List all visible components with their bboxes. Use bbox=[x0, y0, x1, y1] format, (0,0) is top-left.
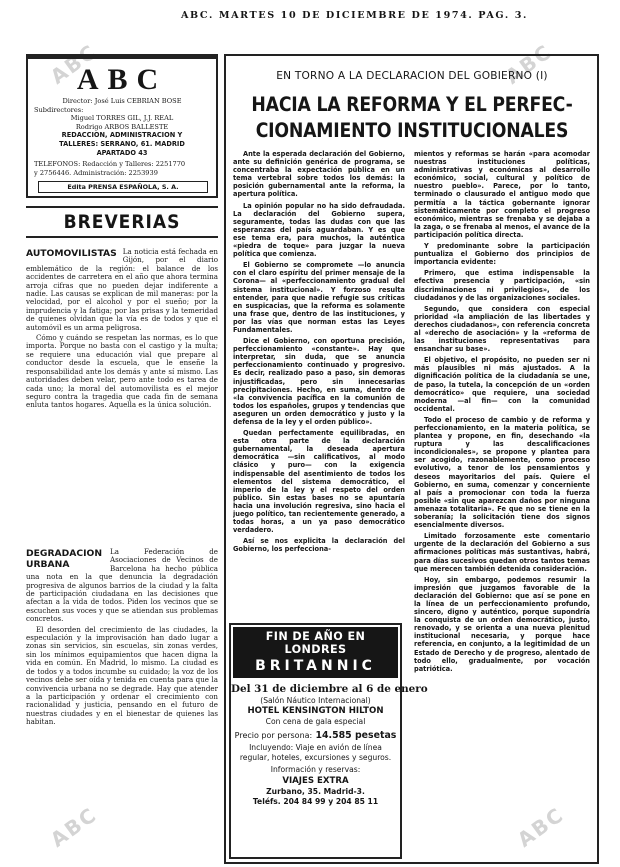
article-column-1 bbox=[233, 150, 405, 612]
article-paragraph: Ante la esperada declaración del Gobierno, ante su definición genérica de programa, se concentraba la expectación pública en un tema vertebral sobre todos los demás: la posición gubernamental ante la reforma, la apertura política. bbox=[233, 150, 405, 199]
ad-price-value: 14.585 pesetas bbox=[315, 729, 397, 741]
page-header: ABC. MARTES 10 DE DICIEMBRE DE 1974. PAG. 3. bbox=[181, 10, 528, 21]
ad-price bbox=[231, 731, 400, 741]
ad-dates: Del 31 de diciembre al 6 de enero bbox=[231, 683, 428, 695]
masthead-address-1: REDACCION, ADMINISTRACION Y bbox=[61, 131, 183, 140]
article-paragraph: Segundo, que considera con especial prioridad «la ampliación de las libertades y derechos ciudadanos», con referencia concreta al «derecho de asociación» y la «reforma de las instituciones representativas para ensanchar su base». bbox=[414, 304, 590, 354]
brief-paragraph: La noticia está fechada en Gijón, por el diario emblemático de la región: el balance de los accidentes de carretera en el año que ahora termina arroja cifras que no pueden dejar indiferente a nadie. Las causas se explican de mil maneras: por la velocidad, por el alcohol y por el sueño; por la imprudencia y la fatiga; por las prisas y la temeridad de quienes olvidan que la vía es de todos y que el automóvil es un arma peligrosa. bbox=[26, 248, 218, 332]
article-paragraph: El Gobierno se compromete —lo anuncia con el claro espíritu del primer mensaje de la Corona— al «perfeccionamiento gradual del sistema institucional». Y forzoso resulta entender, para que nadie refugie sus críticas en suspicacias, que la reforma es solamente una frase que, dentro de las instituciones, y por las vías que norman estas las Leyes Fundamentales. bbox=[233, 261, 405, 334]
travel-advertisement bbox=[229, 623, 428, 859]
masthead-address-3: APARTADO 43 bbox=[96, 148, 148, 157]
article-paragraph: mientos y reformas se harán «para acomodar nuestras instituciones políticas, administrativas y económicas al desarrollo económico, social, cultural y político de nuestro pueblo». Parece, por lo tanto, terminado o clausurado el antiguo modo que permitía a la táctica gobernante ignorar sistemáticamente por completo el progreso económico, mientras se frenaba y se dejaba a la zaga, o se frenaba al menos, el avance de la participación política directa. bbox=[414, 150, 590, 239]
ad-includes: Incluyendo: Viaje en avión de línea regular, hoteles, excursiones y seguros. bbox=[239, 742, 392, 763]
article-paragraph: Quedan perfectamente equilibradas, en esta otra parte de la declaración gubernamental, la deseada apertura democrática —sin calificativos, al modo clásico y puro— con la exigencia indispensable del asentimiento de todos los elementos del sistema democrático, el imperio de la ley y el respeto del orden público. Sin estas bases no se apuntaría hacia una involución regresiva, sino hacia el juego político, tan recientemente generado, a todas horas, a un ya paso democrático verdadero. bbox=[233, 429, 405, 535]
ad-hotel: HOTEL KENSINGTON HILTON bbox=[247, 706, 384, 717]
ad-info-label: Información y reservas: bbox=[270, 765, 361, 775]
watermark-bottom-right: ABC bbox=[512, 802, 569, 852]
article-paragraph: Así se nos explicita la declaración del Gobierno, los perfecciona- bbox=[233, 537, 405, 554]
ad-banner bbox=[233, 627, 398, 678]
article-paragraph: Primero, que estima indispensable la efectiva presencia y participación, «sin discriminaciones ni privilegios», de los ciudadanos y de las organizaciones sociales. bbox=[414, 269, 590, 302]
watermark-bottom-left: ABC bbox=[45, 802, 102, 852]
watermark-top-left: ABC bbox=[45, 39, 102, 89]
article-title-line-2: CIONAMIENTO INSTITUCIONALES bbox=[255, 119, 569, 142]
article-paragraph: La opinión popular no ha sido defraudada. La declaración del Gobierno supera, seguramente, todas las dudas con que las esperanzas del país aguardaban. Y es que ese tema era, para muchos, la auténtica «piedra de toque» para juzgar la nueva política que comienza. bbox=[233, 201, 405, 259]
watermark-top-right: ABC bbox=[500, 39, 557, 89]
masthead-phones-1: TELEFONOS: Redacción y Talleres: 2251770 bbox=[34, 160, 186, 169]
masthead-director: Director: José Luis CEBRIAN BOSE bbox=[62, 97, 182, 105]
article-paragraph: Hoy, sin embargo, podemos resumir la impresión que juzgamos favorable de la declaración del Gobierno: que así se pone en la línea de un perfeccionamiento profundo, sincero, digno y auténtico, porque supondría la conquista de un orden democrático, justo, renovado, y se orienta a una nueva plenitud institucional necesaria, y porque hace referencia, en conjunto, a la legitimidad de un Estado de Derecho y de progreso, alentado de todo ello, gradualmente, por vocación patriótica. bbox=[414, 575, 590, 673]
article-paragraph: Todo el proceso de cambio y de reforma y perfeccionamiento, en la materia política, se plantea y propone, en fin, desechando «la ruptura y las descalificaciones incondicionales», se propone y plantea para ser acogido, razonablemente, como proceso evolutivo, a tenor de los pensamientos y deseos mayoritarios del país. Quiere el Gobierno, en suma, comenzar y concerniente al país a promocionar con toda la fuerza posible «sin que aparezcan daños por ninguna amenaza totalitaria». Fe que no se tiene en la soberanía; la solicitación tiene dos signos esencialmente diversos. bbox=[414, 415, 590, 530]
masthead-subdirectors: Miguel TORRES GIL, J.J. REAL bbox=[70, 114, 174, 123]
brief-heading: DEGRADACION URBANA bbox=[26, 548, 103, 570]
masthead-logo: ABC bbox=[76, 63, 168, 96]
masthead-publisher: Edita PRENSA ESPAÑOLA, S. A. bbox=[38, 181, 208, 193]
article-title-line-1: HACIA LA REFORMA Y EL PERFEC- bbox=[251, 93, 573, 116]
ad-gala: Con cena de gala especial bbox=[265, 717, 366, 727]
article-kicker: EN TORNO A LA DECLARACION DEL GOBIERNO (I) bbox=[276, 70, 548, 82]
brief-paragraph: Cómo y cuándo se respetan las normas, es lo que importa. Porque no basta con el castigo y la multa; se requiere una educación vial que prepare al conductor desde la escuela, que le enseñe la responsabilidad ante los demás y ante sí mismo. Las autoridades deben velar, pero ante todo es tarea de cada uno; la moral del automovilista es el mejor seguro contra la tragedia que cada fin de semana enluta tantos hogares. Aquella es la única solución. bbox=[26, 333, 218, 410]
ad-price-label: Precio por persona: bbox=[234, 730, 313, 740]
brief-paragraph: La Federación de Asociaciones de Vecinos de Barcelona ha hecho pública una nota en la que denuncia la degradación progresiva de algunos barrios de la ciudad y la falta de participación ciudadana en las decisiones que afectan a la vida de todos. Piden los vecinos que se escuchen sus voces y que se atiendan sus problemas concretos. bbox=[26, 548, 218, 624]
section-title: BREVERIAS bbox=[26, 206, 218, 238]
masthead-box bbox=[26, 54, 218, 198]
article-column-2 bbox=[414, 150, 590, 858]
ad-title: FIN DE AÑO EN LONDRES bbox=[265, 630, 366, 656]
brief-degradacion-urbana bbox=[26, 548, 218, 822]
masthead-address-2: TALLERES: SERRANO, 61. MADRID bbox=[59, 139, 185, 148]
brief-paragraph: El desorden del crecimiento de las ciudades, la especulación y la improvisación han dado lugar a zonas sin servicios, sin escuelas, sin zonas verdes, sin los mínimos equipamientos que hacen digna la vida en común. En Madrid, lo mismo. La ciudad es de todos y a todos incumbe su cuidado; la voz de los vecinos debe ser oída y tenida en cuenta para que la convivencia urbana no se degrade. Hay que atender a la participación y ordenar el crecimiento con racionalidad y justicia, pensando en el futuro de nuestras ciudades y en el bienestar de quienes las habitan. bbox=[26, 624, 218, 727]
ad-phones: Teléfs. 204 84 99 y 204 85 11 bbox=[252, 797, 379, 807]
ad-brand: BRITANNIC bbox=[255, 658, 376, 674]
ad-event: (Salón Náutico Internacional) bbox=[260, 696, 371, 705]
ad-agency: VIAJES EXTRA bbox=[282, 775, 349, 786]
article-paragraph: Limitado forzosamente este comentario urgente de la declaración del Gobierno a sus afirmaciones políticas más sustantivas, habrá, para días sucesivos quedan otros tantos temas que merecen también detenida consideración. bbox=[414, 532, 590, 573]
article-paragraph: Y predominante sobre la participación puntualiza el Gobierno dos principios de importancia evidente: bbox=[414, 242, 590, 267]
ad-address: Zurbano, 35. Madrid-3. bbox=[266, 786, 365, 796]
masthead-subdirectors-2: Rodrigo ARBOS BALLESTE bbox=[75, 122, 169, 131]
brief-heading: AUTOMOVILISTAS bbox=[26, 248, 117, 259]
masthead-subdirectors-label: Subdirectores: bbox=[34, 105, 84, 114]
article-title bbox=[232, 92, 592, 144]
masthead-phones-2: y 2756446. Administración: 2253939 bbox=[34, 168, 158, 177]
article-paragraph: El objetivo, el propósito, no pueden ser ni más plausibles ni más ajustados. A la dignificación política de la ciudadanía se une, de paso, la tutela, la concepción de un «orden democrático» que requiere, una sociedad moderna —al fin— con la comunidad occidental. bbox=[414, 356, 590, 413]
brief-automovilistas bbox=[26, 248, 218, 530]
article-paragraph: Dice el Gobierno, con oportuna precisión, perfeccionamiento «constante». Hay que interpretar, sin duda, que se anuncia perfeccionamiento continuado y progresivo. Es decir, realizado paso a paso, sin demoras injustificadas, pero sin innecesarias precipitaciones. Hecho, en suma, dentro de «la convivencia pacífica en la comunión de todos los españoles, grupos y tendencias que aseguren un orden democrático y justo y la defensa de la ley y el orden público». bbox=[233, 337, 405, 426]
